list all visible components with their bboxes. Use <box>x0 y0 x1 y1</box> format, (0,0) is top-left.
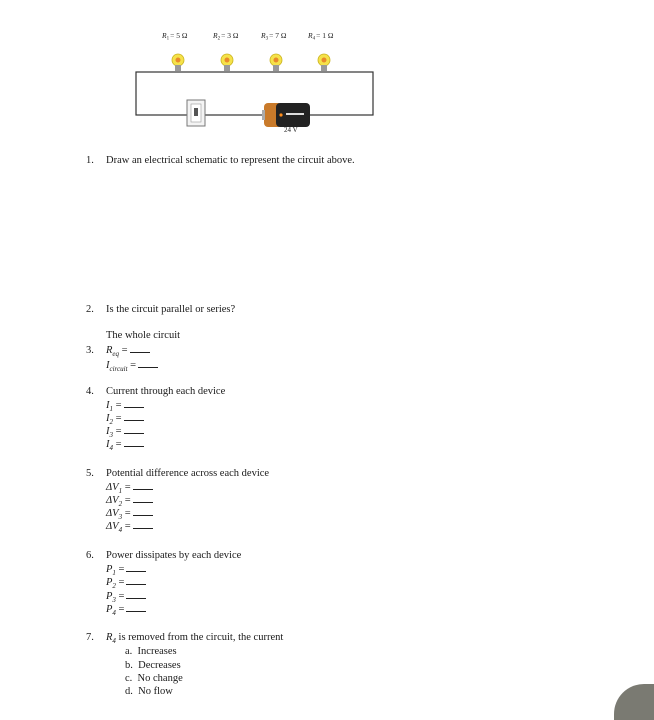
q6-item-3: $P_3$ = <box>106 591 146 604</box>
q2-text: Is the circuit parallel or series? <box>106 304 236 315</box>
q7-option-a[interactable]: a. Increases <box>125 646 177 657</box>
q7-text: $R_4$ is removed from the circuit, the current <box>106 632 284 646</box>
q7-option-c[interactable]: c. No change <box>125 673 183 684</box>
q4-text: Current through each device <box>106 386 226 397</box>
q6-number: 6. <box>86 550 94 561</box>
q7-option-b[interactable]: b. Decreases <box>125 660 181 671</box>
q7-option-d[interactable]: d. No flow <box>125 686 173 697</box>
resistor-label-r1: $R_1= 5$ Ω <box>162 31 188 42</box>
q3-icircuit-line: $I_{circuit}$ = <box>106 360 158 373</box>
q3-req-line: $R_{eq}$ = <box>106 345 150 358</box>
battery-voltage-label: 24 V <box>284 126 298 134</box>
q6-item-4: $P_4$ = <box>106 604 146 617</box>
q5-number: 5. <box>86 468 94 479</box>
switch-icon <box>187 100 205 126</box>
resistor-label-r3: $R_3= 7$ Ω <box>261 31 287 42</box>
q6-item-1: $P_1$ = <box>106 564 146 577</box>
q6-text: Power dissipates by each device <box>106 550 242 561</box>
resistor-label-r2: $R_2= 3$ Ω <box>213 31 239 42</box>
q5-item-1: $\Delta V_1$ = <box>106 482 153 495</box>
battery-icon <box>262 103 310 127</box>
q1-number: 1. <box>86 155 94 166</box>
q2-number: 2. <box>86 304 94 315</box>
q5-item-3: $\Delta V_3$ = <box>106 508 153 521</box>
q4-item-4: $I_4$ = <box>106 439 144 452</box>
q1-text: Draw an electrical schematic to represent the circuit above. <box>106 155 355 166</box>
q5-item-4: $\Delta V_4$ = <box>106 521 153 534</box>
q4-number: 4. <box>86 386 94 397</box>
q4-item-2: $I_2$ = <box>106 413 144 426</box>
bulb-icons <box>172 54 330 71</box>
q3-number: 3. <box>86 345 94 356</box>
q6-item-2: $P_2$ = <box>106 577 146 590</box>
circuit-diagram <box>0 0 654 140</box>
page-corner-decoration <box>614 684 654 720</box>
q7-number: 7. <box>86 632 94 643</box>
resistor-label-r4: $R_4= 1$ Ω <box>308 31 334 42</box>
q5-text: Potential difference across each device <box>106 468 270 479</box>
q3-heading: The whole circuit <box>106 330 181 341</box>
q4-item-3: $I_3$ = <box>106 426 144 439</box>
q4-item-1: $I_1$ = <box>106 400 144 413</box>
q5-item-2: $\Delta V_2$ = <box>106 495 153 508</box>
